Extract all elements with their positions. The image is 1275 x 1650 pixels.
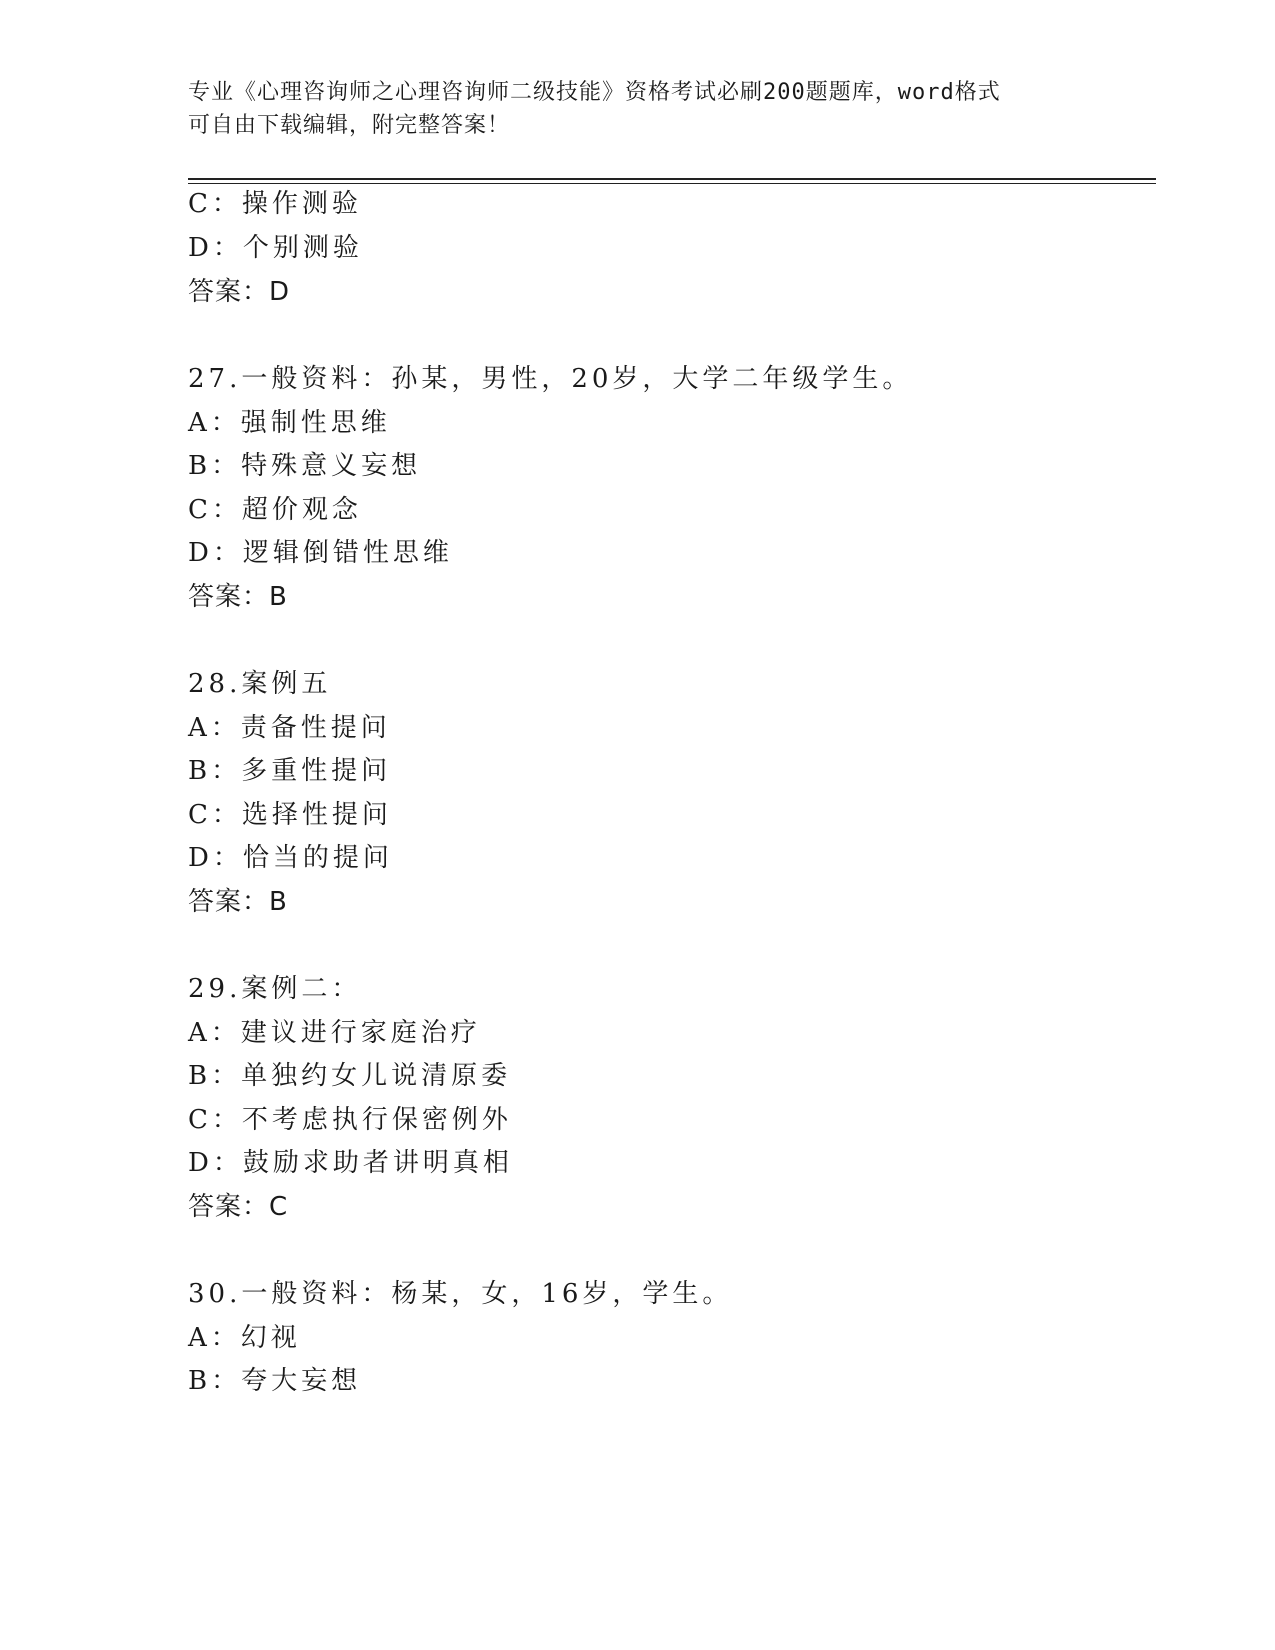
- answer-line: 答案：C: [188, 1192, 289, 1222]
- option-b: B：夸大妄想: [188, 1366, 362, 1396]
- option-a: A：强制性思维: [188, 408, 391, 438]
- answer-line: 答案：B: [188, 887, 288, 917]
- header-divider: [188, 178, 1156, 184]
- option-d: D：逻辑倒错性思维: [188, 538, 453, 568]
- question-28: 28.案例五: [188, 669, 332, 699]
- option-c: C：超价观念: [188, 495, 362, 525]
- document-header: [188, 76, 1068, 142]
- answer-line: 答案：D: [188, 277, 291, 307]
- option-c: C：操作测验: [188, 189, 362, 219]
- option-a: A：建议进行家庭治疗: [188, 1018, 481, 1048]
- option-c: C：选择性提问: [188, 800, 392, 830]
- option-d: D：个别测验: [188, 233, 363, 263]
- option-b: B：单独约女儿说清原委: [188, 1061, 512, 1091]
- option-b: B：特殊意义妄想: [188, 451, 422, 481]
- option-d: D：鼓励求助者讲明真相: [188, 1148, 513, 1178]
- header-title-line-2: 可自由下载编辑，附完整答案！: [188, 113, 511, 138]
- question-27: 27.一般资料：孙某，男性，20岁，大学二年级学生。: [188, 364, 913, 394]
- header-title-line-1: 专业《心理咨询师之心理咨询师二级技能》资格考试必刷200题题库，word格式: [188, 80, 1001, 105]
- question-30: 30.一般资料：杨某，女，16岁，学生。: [188, 1279, 733, 1309]
- question-29: 29.案例二：: [188, 974, 362, 1004]
- option-d: D：恰当的提问: [188, 843, 393, 873]
- option-a: A：责备性提问: [188, 713, 391, 743]
- answer-line: 答案：B: [188, 582, 288, 612]
- option-a: A：幻视: [188, 1323, 301, 1353]
- option-b: B：多重性提问: [188, 756, 392, 786]
- option-c: C：不考虑执行保密例外: [188, 1105, 512, 1135]
